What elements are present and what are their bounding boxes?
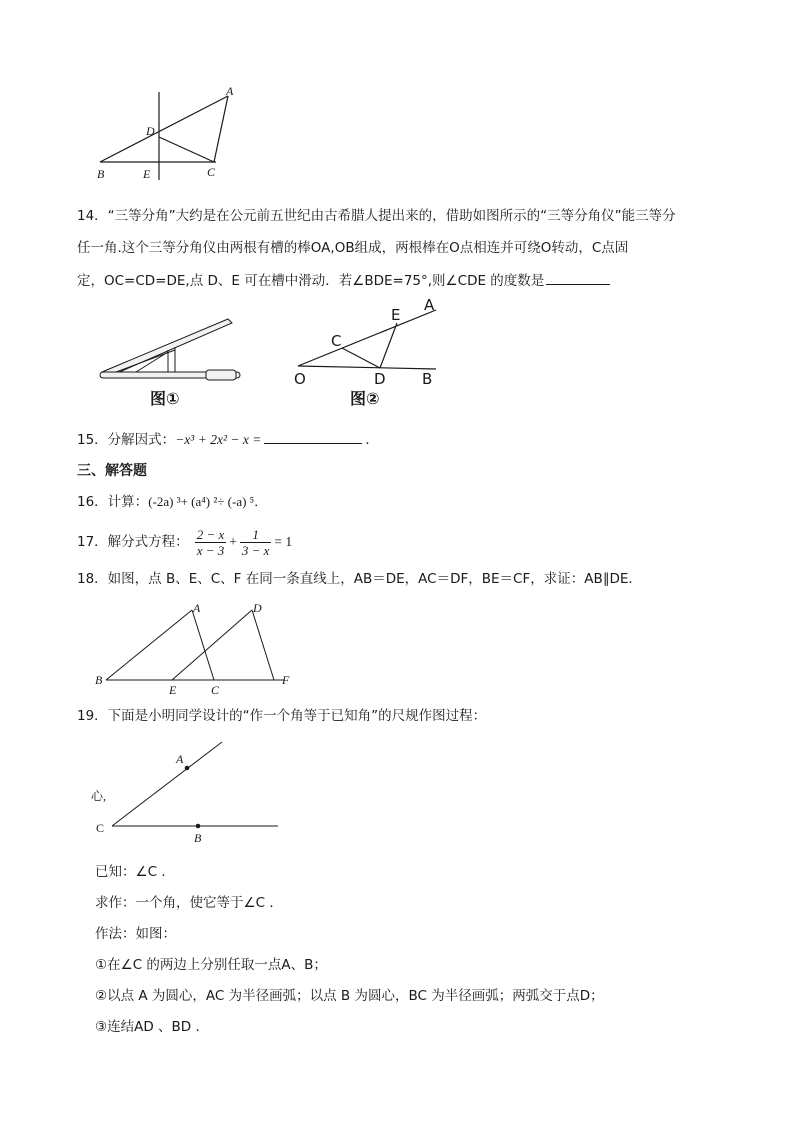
q15-suffix: ．	[365, 432, 379, 448]
q15	[77, 429, 379, 450]
q14-line3	[77, 270, 610, 291]
figure-18	[92, 598, 304, 698]
q18-text: 18．如图，点 B、E、C、F 在同一条直线上，AB＝DE，AC＝DF，BE＝CF，求证：AB∥DE．	[77, 571, 642, 587]
q14-answer-blank[interactable]	[546, 270, 610, 285]
figure-13	[90, 84, 250, 184]
q14-line1: 14．“三等分角”大约是在公元前五世纪由古希腊人提出来的，借助如图所示的“三等分角仪”能三等分	[77, 208, 676, 224]
q17-frac1-denominator: x − 3	[196, 542, 225, 558]
q16-expression: (-2a) ³+ (a⁴) ²÷ (-a) ⁵．	[148, 494, 268, 509]
q19-step2: ②以点 A 为圆心，AC 为半径画弧；以点 B 为圆心，BC 为半径画弧；两弧交于点D；	[95, 988, 604, 1004]
fig18-D: D	[253, 601, 262, 615]
q17-frac1-numerator: 2 − x	[196, 526, 225, 542]
label-E: E	[143, 167, 151, 181]
fig19-side-text: 心,	[91, 789, 107, 803]
q16-prefix: 16．计算：	[77, 494, 149, 510]
q19-method: 作法：如图：	[95, 926, 176, 942]
q15-prefix: 15．分解因式：	[77, 432, 176, 448]
label-B: B	[97, 167, 105, 181]
fig14-1-caption: 图①	[150, 389, 180, 408]
fig14-2-C: C	[331, 332, 342, 350]
q17-fraction-2	[240, 527, 272, 558]
q19-step3: ③连结AD 、BD ．	[95, 1019, 209, 1035]
q17-frac2-numerator: 1	[240, 527, 272, 543]
figure-14-2	[290, 296, 450, 411]
fig18-E: E	[169, 683, 177, 697]
fig18-C: C	[211, 683, 220, 697]
q17-prefix: 17．解分式方程：	[77, 534, 189, 550]
q14-line3-text: 定，OC=CD=DE,点 D、E 可在槽中滑动．若∠BDE=75°,则∠CDE 的度数是	[77, 273, 545, 289]
q17	[77, 524, 292, 560]
q16	[77, 492, 267, 512]
fig14-2-D: D	[374, 370, 386, 388]
figure-19	[88, 736, 288, 848]
q17-fraction-1	[195, 527, 227, 558]
fig18-B: B	[95, 673, 103, 687]
q19-construct: 求作：一个角，使它等于∠C ．	[95, 895, 283, 911]
q17-frac2-denominator: 3 − x	[241, 542, 270, 558]
label-A: A	[226, 84, 234, 98]
fig14-2-B: B	[422, 370, 433, 388]
q15-answer-blank[interactable]	[264, 429, 362, 444]
label-C: C	[207, 165, 216, 179]
q19-known: 已知：∠C ．	[95, 864, 175, 880]
label-D: D	[146, 124, 155, 138]
q17-rhs: = 1	[274, 534, 293, 549]
q15-expression: −x³ + 2x² − x =	[175, 432, 262, 447]
fig19-A: A	[176, 752, 184, 766]
q19-text: 19．下面是小明同学设计的“作一个角等于已知角”的尺规作图过程：	[77, 708, 487, 724]
figure-14-1	[96, 312, 246, 412]
fig19-B: B	[194, 831, 202, 845]
fig19-C: C	[96, 821, 105, 835]
fig18-F: F	[282, 673, 290, 687]
fig18-A: A	[193, 601, 201, 615]
section-heading: 三、解答题	[77, 463, 147, 479]
fig14-2-caption: 图②	[350, 389, 380, 408]
q17-plus: +	[229, 534, 237, 549]
fig14-2-E: E	[391, 306, 401, 324]
fig14-2-A: A	[424, 296, 435, 314]
q14-line2: 任一角.这个三等分角仪由两根有槽的棒OA,OB组成，两根棒在O点相连并可绕O转动，C点固	[77, 240, 629, 256]
fig14-2-O: O	[294, 370, 306, 388]
q19-step1: ①在∠C 的两边上分别任取一点A、B；	[95, 957, 327, 973]
